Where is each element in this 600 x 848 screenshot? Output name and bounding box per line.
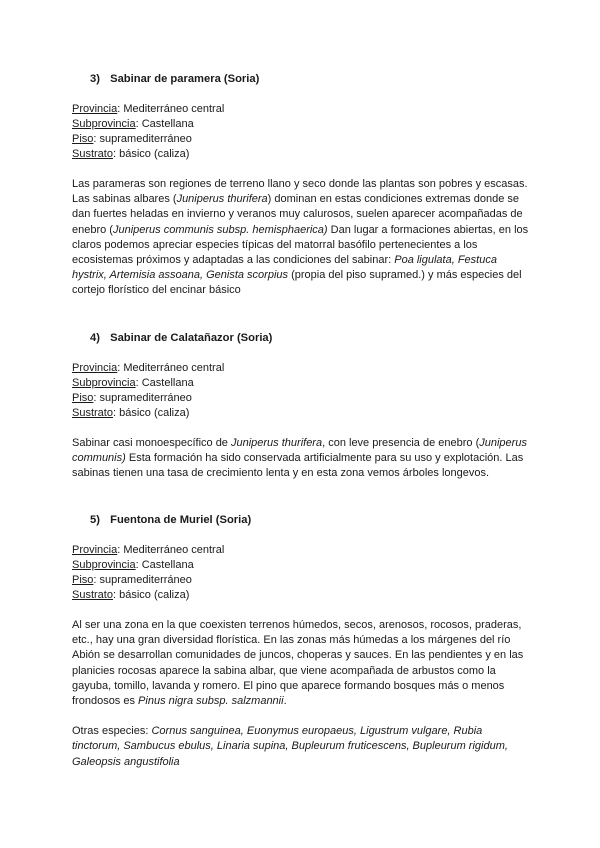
- meta-provincia: Provincia: Mediterráneo central: [72, 103, 225, 115]
- meta-subprovincia: Subprovincia: Castellana: [72, 377, 194, 389]
- section-paragraph: Al ser una zona en la que coexisten terrenos húmedos, secos, arenosos, rocosos, praderas, etc., hay una gran diversidad florística. En las zonas más húmedas a los márgenes del río Abión se desarrollan comunidades de juncos, choperas y sauces. En las pendientes y en las planicies rocosas aparece la sabina albar, que viene acompañada de arbustos como la gayuba, tomillo, lavanda y romero. El pino que aparece formando bosques más o menos frondosos es Pinus nigra subsp. salzmannii.: [72, 619, 524, 708]
- section-title: Fuentona de Muriel (Soria): [110, 514, 252, 526]
- section-sabinar-paramera: [72, 72, 532, 299]
- meta-piso: Piso: supramediterráneo: [72, 574, 192, 586]
- meta-subprovincia: Subprovincia: Castellana: [72, 118, 194, 130]
- section-heading: [90, 72, 532, 86]
- meta-provincia: Provincia: Mediterráneo central: [72, 544, 225, 556]
- meta-subprovincia: Subprovincia: Castellana: [72, 559, 194, 571]
- section-sabinar-calatanazor: [72, 331, 532, 482]
- section-number: 4): [90, 332, 100, 344]
- meta-sustrato: Sustrato: básico (caliza): [72, 589, 190, 601]
- meta-piso: Piso: supramediterráneo: [72, 392, 192, 404]
- meta-sustrato: Sustrato: básico (caliza): [72, 148, 190, 160]
- section-number: 5): [90, 514, 100, 526]
- other-species-paragraph: Otras especies: Cornus sanguinea, Euonymus europaeus, Ligustrum vulgare, Rubia tinctorum, Sambucus ebulus, Linaria supina, Bupleurum fruticescens, Bupleurum rigidum, Galeopsis angustifolia: [72, 725, 508, 768]
- section-title: Sabinar de Calatañazor (Soria): [110, 332, 273, 344]
- section-heading: [90, 331, 532, 345]
- meta-provincia: Provincia: Mediterráneo central: [72, 362, 225, 374]
- section-heading: [90, 513, 532, 527]
- section-fuentona-muriel: [72, 513, 532, 770]
- section-paragraph: Las parameras son regiones de terreno llano y seco donde las plantas son pobres y escasas. Las sabinas albares (Juniperus thurifera) dominan en estas condiciones extremas donde se dan fuertes heladas en invierno y veranos muy calurosos, suelen aparecer acompañadas de enebro (Juniperus communis subsp. hemisphaerica) Dan lugar a formaciones abiertas, en los claros podemos apreciar especies típicas del matorral basófilo pertenecientes a los ecosistemas próximos y adaptadas a las condiciones del sabinar: Poa ligulata, Festuca hystrix, Artemisia assoana, Genista scorpius (propia del piso supramed.) y más especies del cortejo florístico del encinar básico: [72, 178, 529, 297]
- section-paragraph: Sabinar casi monoespecífico de Juniperus thurifera, con leve presencia de enebro (Juniperus communis) Esta formación ha sido conservada artificialmente para su uso y explotación. Las sabinas tienen una tasa de crecimiento lenta y en esta zona vemos árboles longevos.: [72, 437, 527, 480]
- meta-sustrato: Sustrato: básico (caliza): [72, 407, 190, 419]
- meta-piso: Piso: supramediterráneo: [72, 133, 192, 145]
- section-title: Sabinar de paramera (Soria): [110, 73, 260, 85]
- section-number: 3): [90, 73, 100, 85]
